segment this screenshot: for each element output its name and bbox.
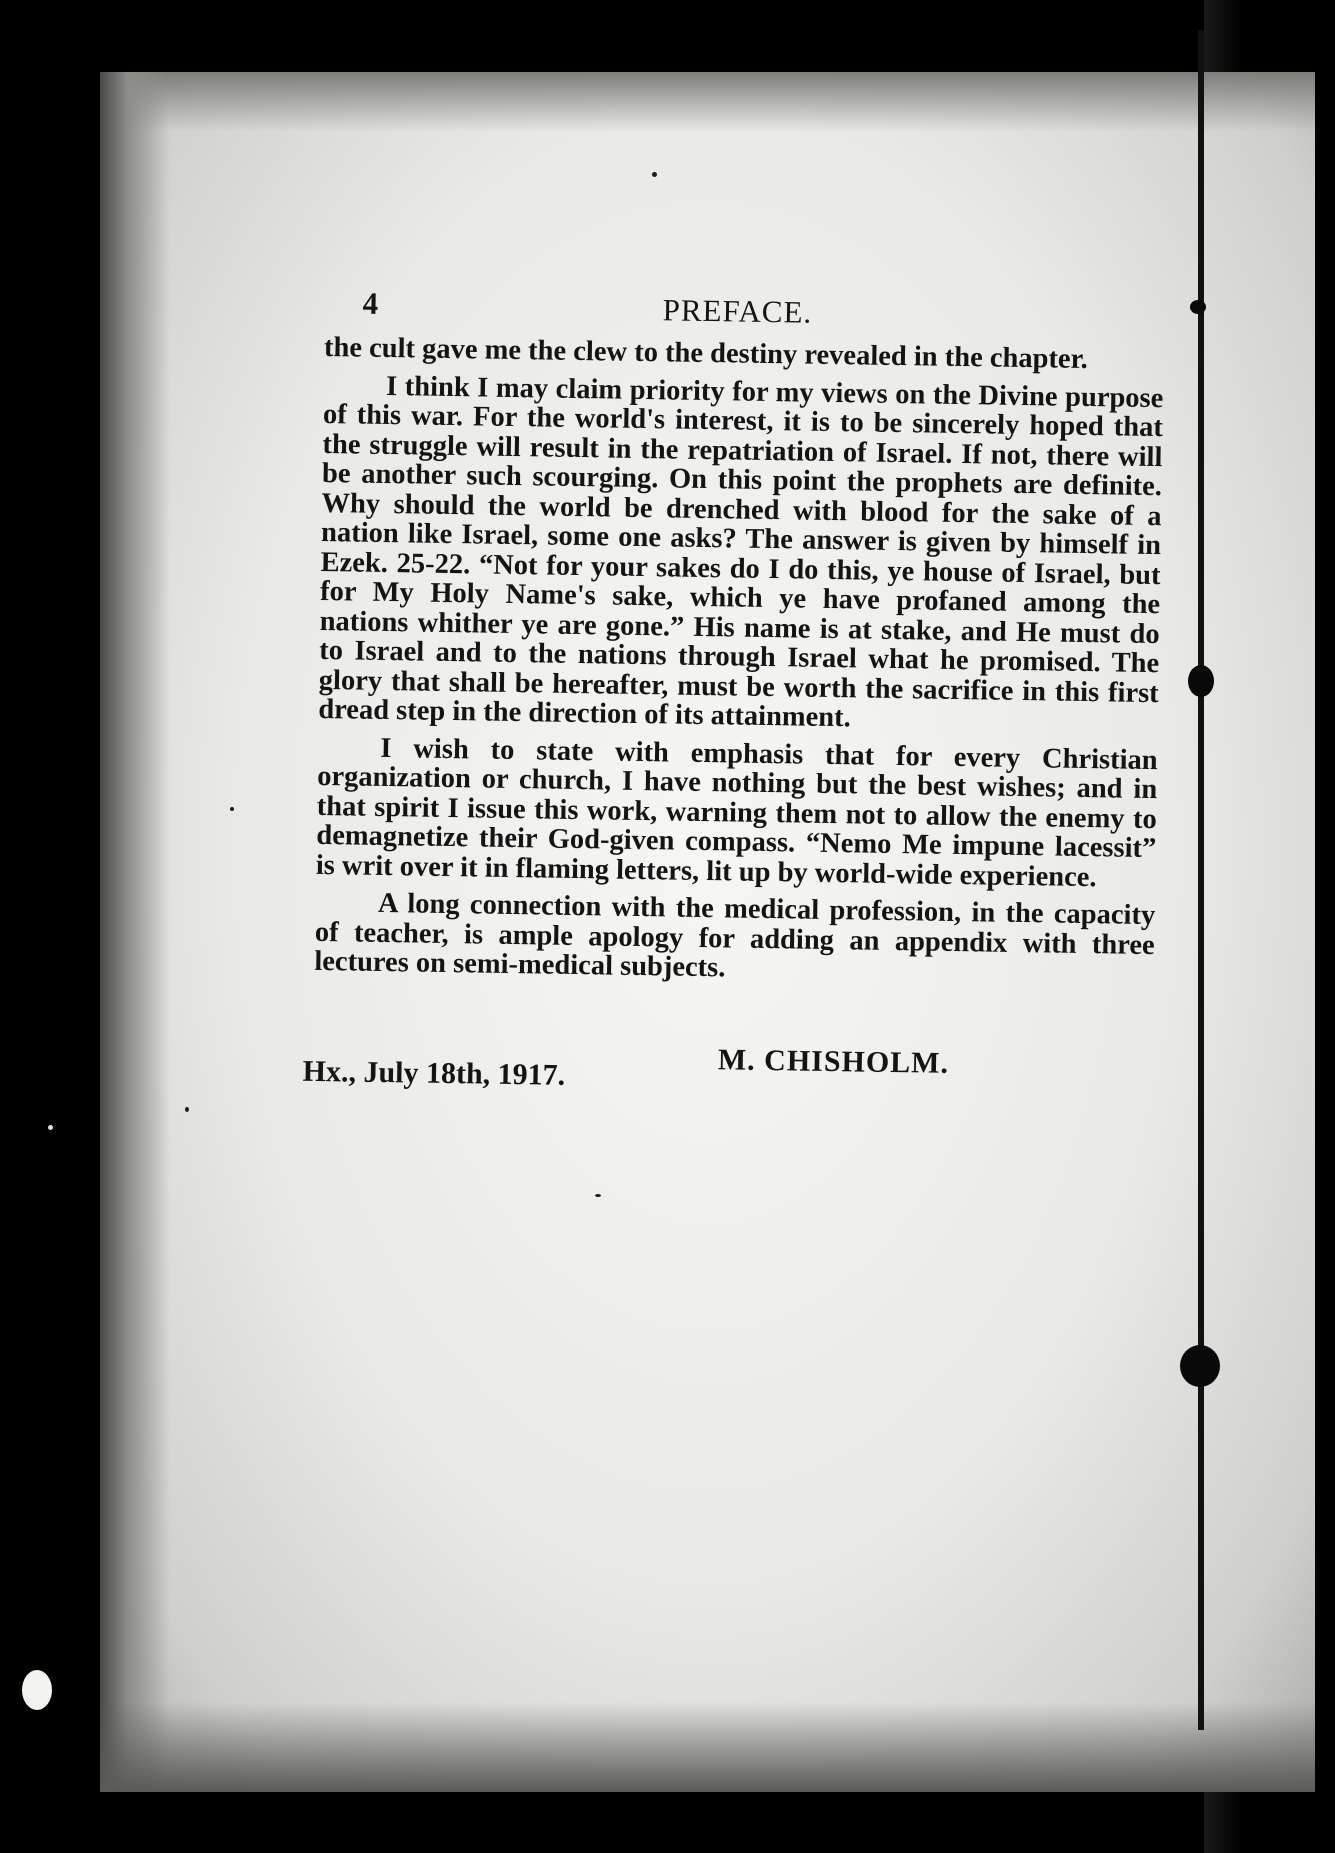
- page-number: 4: [362, 285, 379, 321]
- binding-rivet: [1180, 1345, 1220, 1387]
- scan-speck: [595, 1194, 601, 1197]
- author-signature: M. CHISHOLM.: [717, 1042, 950, 1080]
- page-top-shadow: [100, 72, 1315, 132]
- scan-speck: [185, 1107, 189, 1112]
- scan-speck: [48, 1125, 53, 1130]
- dateline: Hx., July 18th, 1917.: [302, 1054, 566, 1092]
- scan-speck: [230, 807, 234, 811]
- paragraph: I think I may claim priority for my views on the Divine purpose of this war. For the world's interest, it is to be sincerely hoped that the struggle will result in the repatriation of Israel. If not, there will be another such scourging. On this point the prophets are definite. Why should the world be drenched with blood for the sake of a nation like Israel, some one asks? The answer is given by himself in Ezek. 25-22. “Not for your sakes do I do this, ye house of Israel, but for My Holy Name's sake, which ye have profaned among the nations whither ye are gone.” His name is at stake, and He must do to Israel and to the nations through Israel what he promised. The glory that shall be hereafter, must be worth the sacrifice in this first dread step in the direction of its attainment.: [318, 370, 1164, 734]
- paragraph: the cult gave me the clew to the destiny revealed in the chapter.: [323, 331, 1088, 375]
- paragraph: A long connection with the medical profession, in the capacity of teacher, is ample apology for adding an appendix with three lectures on semi-medical subjects.: [314, 887, 1156, 984]
- paragraph: I wish to state with emphasis that for every Christian organization or church, I have nothing but the best wishes; and in that spirit I issue this work, warning them not to allow the enemy to demagnetize their God-given compass. “Nemo Me impune lacessit” is writ over it in flaming letters, lit up by world-wide experience.: [315, 732, 1158, 893]
- page-text-block: [302, 285, 1164, 1100]
- page-bottom-shadow: [100, 1702, 1315, 1792]
- scan-blot: [22, 1670, 52, 1710]
- binding-rivet: [1188, 665, 1214, 697]
- running-title: PREFACE.: [662, 292, 813, 330]
- binding-rivet: [1190, 300, 1206, 314]
- preface-body: [314, 333, 1164, 990]
- scan-speck: [652, 172, 657, 177]
- binding-edge: [1198, 30, 1204, 1730]
- page-left-shadow: [100, 72, 170, 1792]
